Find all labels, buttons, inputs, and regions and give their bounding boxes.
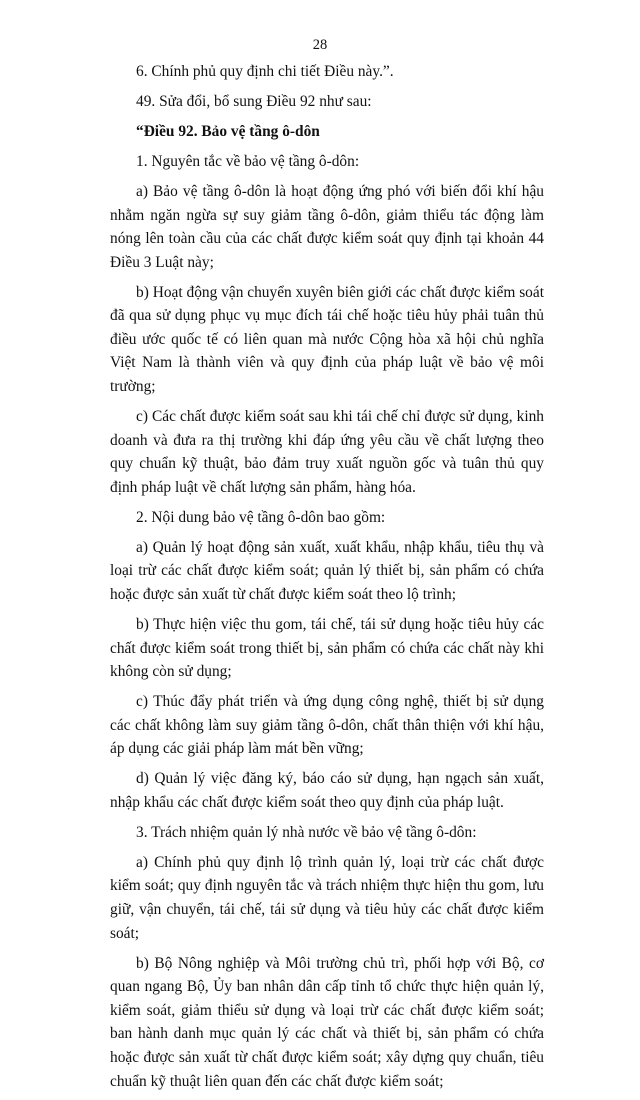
clause-heading: 1. Nguyên tắc về bảo vệ tầng ô-dôn: [136,152,360,170]
paragraph: b) Hoạt động vận chuyển xuyên biên giới các chất được kiểm soát đã qua sử dụng phục vụ mục đích tái chế hoặc tiêu hủy phải tuân thủ điều ước quốc tế có liên quan mà nước Cộng hòa xã hội chủ nghĩa Việt Nam là thành viên và quy định của pháp luật về bảo vệ môi trường; [110,283,544,396]
clause-heading: 2. Nội dung bảo vệ tầng ô-dôn bao gồm: [136,508,386,526]
clause-heading: 3. Trách nhiệm quản lý nhà nước về bảo vệ tầng ô-dôn: [136,823,477,841]
paragraph: a) Bảo vệ tầng ô-dôn là hoạt động ứng phó với biến đổi khí hậu nhằm ngăn ngừa sự suy giảm tầng ô-dôn, giảm thiểu tác động làm nóng lên toàn cầu của các chất được kiểm soát quy định tại khoản 44 Điều 3 Luật này; [110,182,544,271]
paragraph: a) Chính phủ quy định lộ trình quản lý, loại trừ các chất được kiểm soát; quy định nguyên tắc và trách nhiệm thực hiện thu gom, lưu giữ, vận chuyển, tái chế, tái sử dụng và tiêu hủy các chất được kiểm soát; [110,853,544,942]
paragraph: b) Thực hiện việc thu gom, tái chế, tái sử dụng hoặc tiêu hủy các chất được kiểm soát trong thiết bị, sản phẩm có chứa các chất này khi không còn sử dụng; [110,615,544,681]
paragraph: c) Các chất được kiểm soát sau khi tái chế chỉ được sử dụng, kinh doanh và đưa ra thị trường khi đáp ứng yêu cầu về chất lượng theo quy chuẩn kỹ thuật, bảo đảm truy xuất nguồn gốc và tuân thủ quy định pháp luật về chất lượng sản phẩm, hàng hóa. [110,408,544,496]
paragraph: 6. Chính phủ quy định chi tiết Điều này.”. [136,63,394,80]
page-number: 28 [312,37,328,53]
article-heading: “Điều 92. Bảo vệ tầng ô-dôn [136,122,320,140]
paragraph: b) Bộ Nông nghiệp và Môi trường chủ trì, phối hợp với Bộ, cơ quan ngang Bộ, Ủy ban nhân dân cấp tỉnh tổ chức thực hiện quản lý, kiểm soát, giảm thiểu sử dụng và loại trừ các chất được kiểm soát; ban hành danh mục quản lý các chất và thiết bị, sản phẩm có chứa hoặc được sản xuất từ chất được kiểm soát; xây dựng quy chuẩn, tiêu chuẩn kỹ thuật liên quan đến các chất được kiểm soát; [110,954,544,1090]
paragraph: c) Thúc đẩy phát triển và ứng dụng công nghệ, thiết bị sử dụng các chất không làm suy giảm tầng ô-dôn, chất thân thiện với khí hậu, áp dụng các giải pháp làm mát bền vững; [110,693,544,758]
document-body [110,60,544,1100]
paragraph: a) Quản lý hoạt động sản xuất, xuất khẩu, nhập khẩu, tiêu thụ và loại trừ các chất được kiểm soát; quản lý thiết bị, sản phẩm có chứa hoặc được sản xuất từ chất được kiểm soát theo lộ trình; [110,538,544,603]
paragraph: 49. Sửa đổi, bổ sung Điều 92 như sau: [136,92,372,110]
paragraph: d) Quản lý việc đăng ký, báo cáo sử dụng, hạn ngạch sản xuất, nhập khẩu các chất được kiểm soát theo quy định của pháp luật. [110,770,544,811]
